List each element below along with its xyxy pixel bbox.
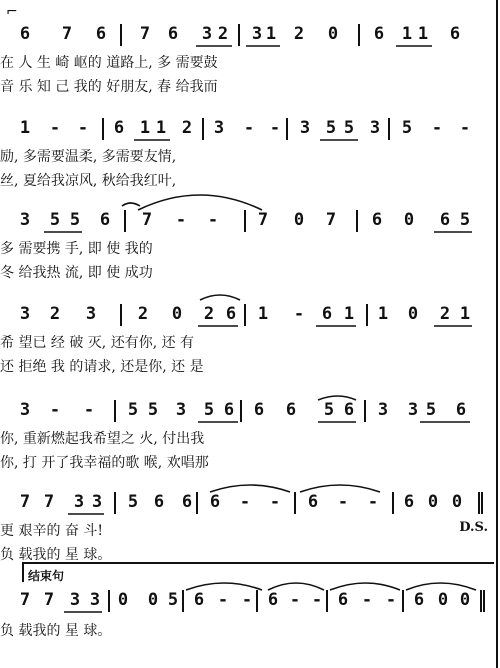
note: 1: [265, 24, 277, 44]
corner-mark: ⌐: [6, 4, 18, 20]
lyric-line-2: 音 乐 知 己 我的 好朋友, 春 给我而: [0, 79, 218, 95]
note: 0: [407, 304, 419, 324]
note: 5: [459, 210, 471, 230]
note: 5: [127, 492, 139, 512]
note: 6: [403, 492, 415, 512]
notes-row: [0, 208, 500, 236]
note: 1: [377, 304, 389, 324]
barline: [326, 590, 328, 612]
note: 3: [251, 24, 263, 44]
note: 6: [113, 118, 125, 138]
note: 7: [61, 24, 73, 44]
lyric-line-1: 希 望已 经 破 灭, 还有你, 还 有: [0, 335, 195, 351]
note: 7: [19, 590, 31, 610]
note: -: [243, 118, 255, 138]
note: 5: [401, 118, 413, 138]
note: 6: [225, 304, 237, 324]
lyric-line-1: 更 艰辛的 奋 斗!: [0, 523, 103, 539]
note: 0: [327, 24, 339, 44]
barline: [402, 590, 404, 612]
note: -: [269, 118, 281, 138]
note: -: [175, 210, 187, 230]
barline: [120, 304, 122, 326]
note: 2: [137, 304, 149, 324]
note: 2: [293, 24, 305, 44]
lyric-line-1: 在 人 生 崎 岖的 道路上, 多 需要鼓: [0, 55, 218, 71]
coda-label: 结束句: [28, 569, 65, 583]
barline: [102, 118, 104, 140]
barline: [120, 24, 122, 46]
final-barline: [480, 590, 485, 612]
repeat-end-barline: [478, 492, 483, 514]
note: 0: [437, 590, 449, 610]
note: 6: [337, 590, 349, 610]
lyric-line-2: 丝, 夏给我凉风, 秋给我红叶,: [0, 173, 177, 189]
note: 5: [343, 118, 355, 138]
note: 6: [373, 24, 385, 44]
note: 1: [417, 24, 429, 44]
note: 3: [407, 400, 419, 420]
note: 6: [153, 492, 165, 512]
barline: [202, 118, 204, 140]
note: 6: [19, 24, 31, 44]
lyric-line-1: 你, 重新燃起我希望之 火, 付出我: [0, 431, 205, 447]
note: 2: [203, 304, 215, 324]
note: -: [269, 492, 281, 512]
barline: [256, 590, 258, 612]
notes-row: [0, 116, 500, 144]
note: 3: [213, 118, 225, 138]
notes-row: [0, 302, 500, 330]
note: 6: [449, 24, 461, 44]
barline: [364, 400, 366, 422]
note: 5: [127, 400, 139, 420]
note: 3: [201, 24, 213, 44]
note: -: [431, 118, 443, 138]
note: 7: [325, 210, 337, 230]
lyric-line-2: 你, 打 开了我幸福的歌 喉, 欢唱那: [0, 455, 209, 471]
note: 6: [343, 400, 355, 420]
barline: [182, 590, 184, 612]
note: 2: [49, 304, 61, 324]
note: 6: [253, 400, 265, 420]
barline: [240, 400, 242, 422]
lyric-line-2: 负 载我的 星 球。: [0, 547, 112, 563]
notes-row: [0, 398, 500, 426]
note: -: [49, 400, 61, 420]
barline: [294, 492, 296, 514]
note: 1: [401, 24, 413, 44]
note: 1: [257, 304, 269, 324]
note: 3: [369, 118, 381, 138]
barline: [114, 400, 116, 422]
barline: [244, 304, 246, 326]
note: 0: [147, 590, 159, 610]
note: 6: [99, 210, 111, 230]
note: -: [385, 590, 397, 610]
barline: [244, 210, 246, 232]
barline: [366, 304, 368, 326]
note: 1: [139, 118, 151, 138]
barline: [392, 492, 394, 514]
barline: [114, 492, 116, 514]
note: 3: [377, 400, 389, 420]
note: 3: [19, 400, 31, 420]
note: 6: [321, 304, 333, 324]
note: 5: [167, 590, 179, 610]
note: 6: [439, 210, 451, 230]
note: 3: [175, 400, 187, 420]
note: 6: [285, 400, 297, 420]
note: 2: [439, 304, 451, 324]
note: 3: [69, 590, 81, 610]
note: 6: [95, 24, 107, 44]
lyric-line-1: 负 载我的 星 球。: [0, 623, 112, 639]
note: 6: [223, 400, 235, 420]
note: 1: [459, 304, 471, 324]
barline: [124, 210, 126, 232]
note: 7: [139, 24, 151, 44]
note: -: [77, 118, 89, 138]
note: 0: [403, 210, 415, 230]
note: 3: [73, 492, 85, 512]
barline: [356, 210, 358, 232]
note: 1: [343, 304, 355, 324]
note: -: [49, 118, 61, 138]
note: -: [83, 400, 95, 420]
note: -: [217, 590, 229, 610]
note: -: [289, 590, 301, 610]
note: 6: [167, 24, 179, 44]
note: -: [241, 590, 253, 610]
note: 3: [299, 118, 311, 138]
note: 3: [85, 304, 97, 324]
barline: [108, 590, 110, 612]
note: 5: [203, 400, 215, 420]
note: 5: [425, 400, 437, 420]
note: 7: [43, 492, 55, 512]
note: 3: [89, 590, 101, 610]
note: 2: [217, 24, 229, 44]
note: 6: [455, 400, 467, 420]
note: 6: [181, 492, 193, 512]
note: 6: [371, 210, 383, 230]
note: -: [459, 118, 471, 138]
lyric-line-1: 励, 多需要温柔, 多需要友情,: [0, 149, 177, 165]
barline: [388, 118, 390, 140]
lyric-line-2: 还 拒绝 我 的请求, 还是你, 还 是: [0, 359, 204, 375]
note: 5: [49, 210, 61, 230]
note: 5: [69, 210, 81, 230]
coda-bracket: [22, 562, 494, 582]
note: 6: [413, 590, 425, 610]
note: 1: [19, 118, 31, 138]
note: -: [239, 492, 251, 512]
note: -: [207, 210, 219, 230]
note: 7: [257, 210, 269, 230]
barline: [238, 24, 240, 46]
note: 7: [19, 492, 31, 512]
tie-slur: [200, 295, 240, 300]
note: -: [337, 492, 349, 512]
note: 0: [293, 210, 305, 230]
note: 0: [427, 492, 439, 512]
notes-row: [0, 22, 500, 50]
barline: [286, 118, 288, 140]
note: 7: [43, 590, 55, 610]
note: 0: [459, 590, 471, 610]
note: 6: [267, 590, 279, 610]
note: 6: [209, 492, 221, 512]
note: 5: [325, 118, 337, 138]
note: 3: [91, 492, 103, 512]
lyric-line-1: 多 需要携 手, 即 使 我的: [0, 241, 153, 257]
notes-row: [0, 588, 500, 616]
note: 5: [323, 400, 335, 420]
note: 0: [117, 590, 129, 610]
note: 0: [451, 492, 463, 512]
note: -: [367, 492, 379, 512]
note: 7: [141, 210, 153, 230]
note: 6: [307, 492, 319, 512]
ds-mark: D.S.: [459, 520, 488, 535]
barline: [196, 492, 198, 514]
note: -: [293, 304, 305, 324]
note: 2: [181, 118, 193, 138]
note: 0: [171, 304, 183, 324]
note: 3: [19, 210, 31, 230]
notes-row: [0, 490, 500, 518]
note: 5: [147, 400, 159, 420]
tie-slur: [122, 203, 140, 206]
note: 6: [193, 590, 205, 610]
barline: [358, 24, 360, 46]
note: 1: [155, 118, 167, 138]
lyric-line-2: 冬 给我热 流, 即 使 成功: [0, 265, 153, 281]
note: -: [361, 590, 373, 610]
note: -: [311, 590, 323, 610]
note: 3: [19, 304, 31, 324]
